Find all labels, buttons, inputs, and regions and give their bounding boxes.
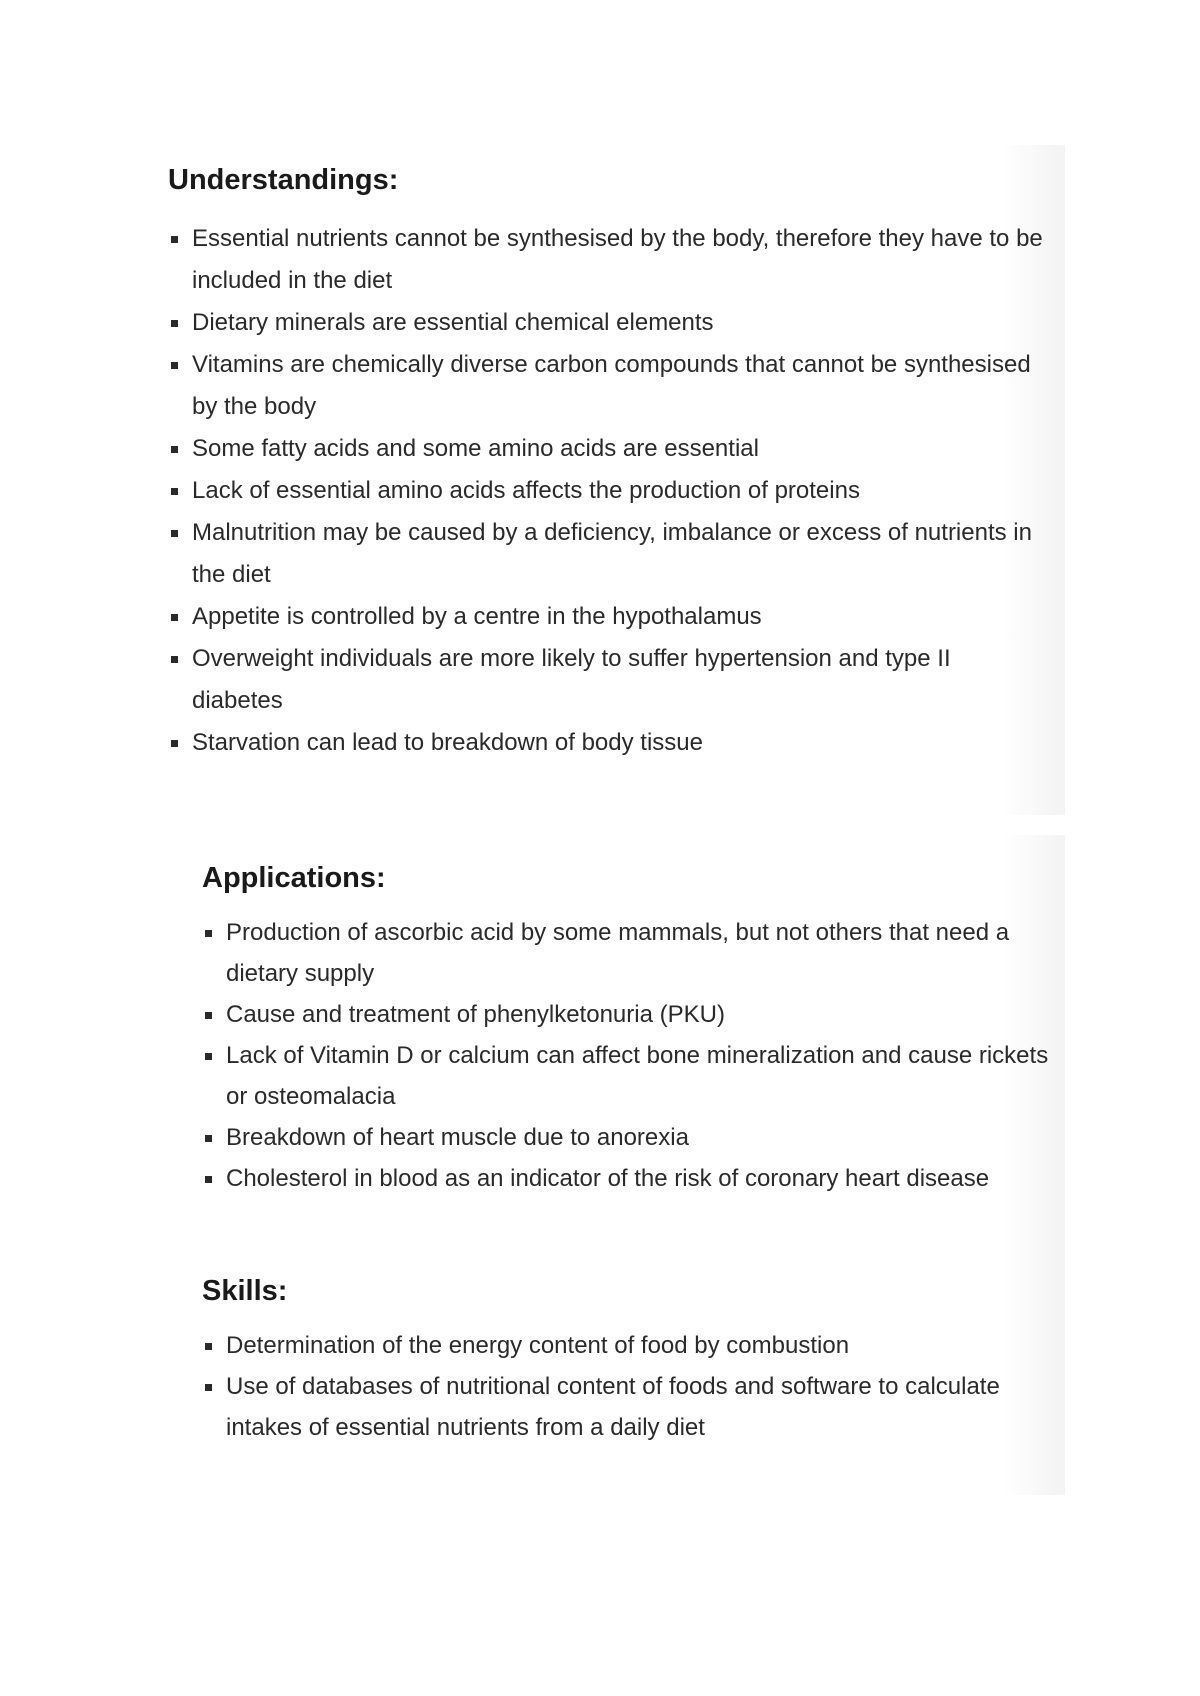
bullet-icon [205,1384,212,1391]
list-item: Cholesterol in blood as an indicator of the risk of coronary heart disease [202,1158,1062,1199]
list-item: Overweight individuals are more likely to suffer hypertension and type II diabetes [168,638,1048,722]
understandings-heading: Understandings: [168,164,399,196]
list-item: Determination of the energy content of food by combustion [202,1325,1062,1366]
list-item: Lack of essential amino acids affects the production of proteins [168,470,1048,512]
list-item: Appetite is controlled by a centre in the hypothalamus [168,596,1048,638]
bullet-icon [205,930,212,937]
bullet-icon [205,1343,212,1350]
bullet-icon [171,236,178,243]
bullet-icon [205,1012,212,1019]
bullet-icon [171,488,178,495]
bullet-icon [171,740,178,747]
applications-section [202,860,1062,1199]
list-item: Lack of Vitamin D or calcium can affect bone mineralization and cause rickets or osteomalacia [202,1035,1062,1117]
skills-list [202,1325,1062,1448]
bullet-icon [171,320,178,327]
understandings-section [168,162,1048,764]
list-item: Cause and treatment of phenylketonuria (PKU) [202,994,1062,1035]
list-item: Some fatty acids and some amino acids are essential [168,428,1048,470]
list-item: Use of databases of nutritional content of foods and software to calculate intakes of essential nutrients from a daily diet [202,1366,1062,1448]
bullet-icon [171,446,178,453]
bullet-icon [205,1135,212,1142]
bullet-icon [171,656,178,663]
bullet-icon [171,614,178,621]
bullet-icon [205,1176,212,1183]
bullet-icon [171,362,178,369]
applications-list [202,912,1062,1199]
skills-section [202,1273,1062,1448]
bullet-icon [171,530,178,537]
list-item: Starvation can lead to breakdown of body tissue [168,722,1048,764]
list-item: Malnutrition may be caused by a deficiency, imbalance or excess of nutrients in the diet [168,512,1048,596]
understandings-list [168,218,1048,764]
list-item: Vitamins are chemically diverse carbon compounds that cannot be synthesised by the body [168,344,1048,428]
list-item: Breakdown of heart muscle due to anorexia [202,1117,1062,1158]
list-item: Production of ascorbic acid by some mammals, but not others that need a dietary supply [202,912,1062,994]
list-item: Dietary minerals are essential chemical elements [168,302,1048,344]
bullet-icon [205,1053,212,1060]
applications-heading: Applications: [202,862,386,894]
skills-heading: Skills: [202,1275,288,1307]
list-item: Essential nutrients cannot be synthesised by the body, therefore they have to be included in the diet [168,218,1048,302]
